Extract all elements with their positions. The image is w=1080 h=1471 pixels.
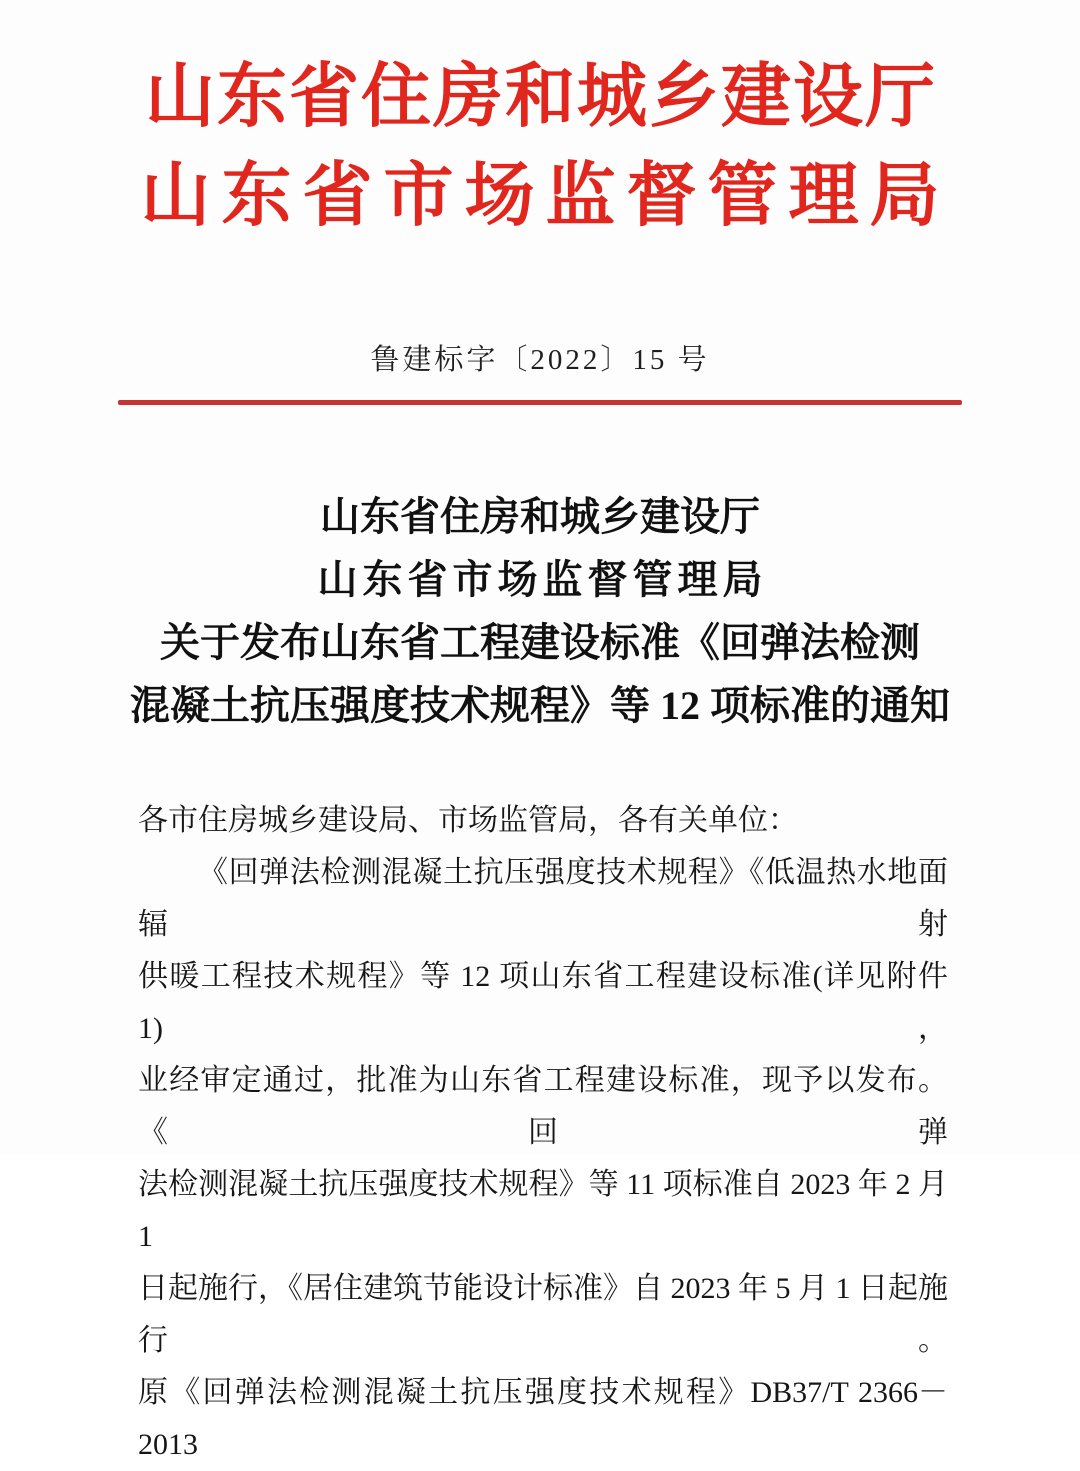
- body-paragraph-line: 原《回弹法检测混凝土抗压强度技术规程》DB37/T 2366－2013: [138, 1376, 948, 1461]
- document-number: 鲁建标字〔2022〕15 号: [370, 344, 710, 376]
- body-paragraph-line: 《回弹法检测混凝土抗压强度技术规程》《低温热水地面辐射: [138, 856, 948, 941]
- notice-title-line-4: 混凝土抗压强度技术规程》等 12 项标准的通知: [130, 683, 950, 728]
- body-paragraph-line: 日起施行，《居住建筑节能设计标准》自 2023 年 5 月 1 日起施行。: [138, 1272, 948, 1357]
- notice-title-line-1: 山东省住房和城乡建设厅: [320, 494, 760, 539]
- salutation-line: 各市住房城乡建设局、市场监管局，各有关单位：: [138, 804, 798, 837]
- letterhead-divider-rule: [118, 400, 962, 405]
- notice-title-line-2: 山东省市场监督管理局: [317, 557, 768, 602]
- notice-title: [0, 485, 1080, 737]
- letterhead-org-line-2: 山东省市场监督管理局: [140, 158, 951, 235]
- body-paragraph-line: 供暖工程技术规程》等 12 项山东省工程建设标准(详见附件 1)，: [138, 960, 948, 1045]
- letterhead: [0, 0, 1080, 246]
- body-paragraph-line: 业经审定通过，批准为山东省工程建设标准，现予以发布。《回弹: [138, 1064, 948, 1149]
- letterhead-org-line-1: 山东省住房和城乡建设厅: [145, 59, 937, 136]
- body-paragraph-line: 法检测混凝土抗压强度技术规程》等 11 项标准自 2023 年 2 月 1: [138, 1168, 948, 1253]
- notice-body: [138, 795, 948, 1471]
- notice-title-line-3: 关于发布山东省工程建设标准《回弹法检测: [160, 620, 920, 665]
